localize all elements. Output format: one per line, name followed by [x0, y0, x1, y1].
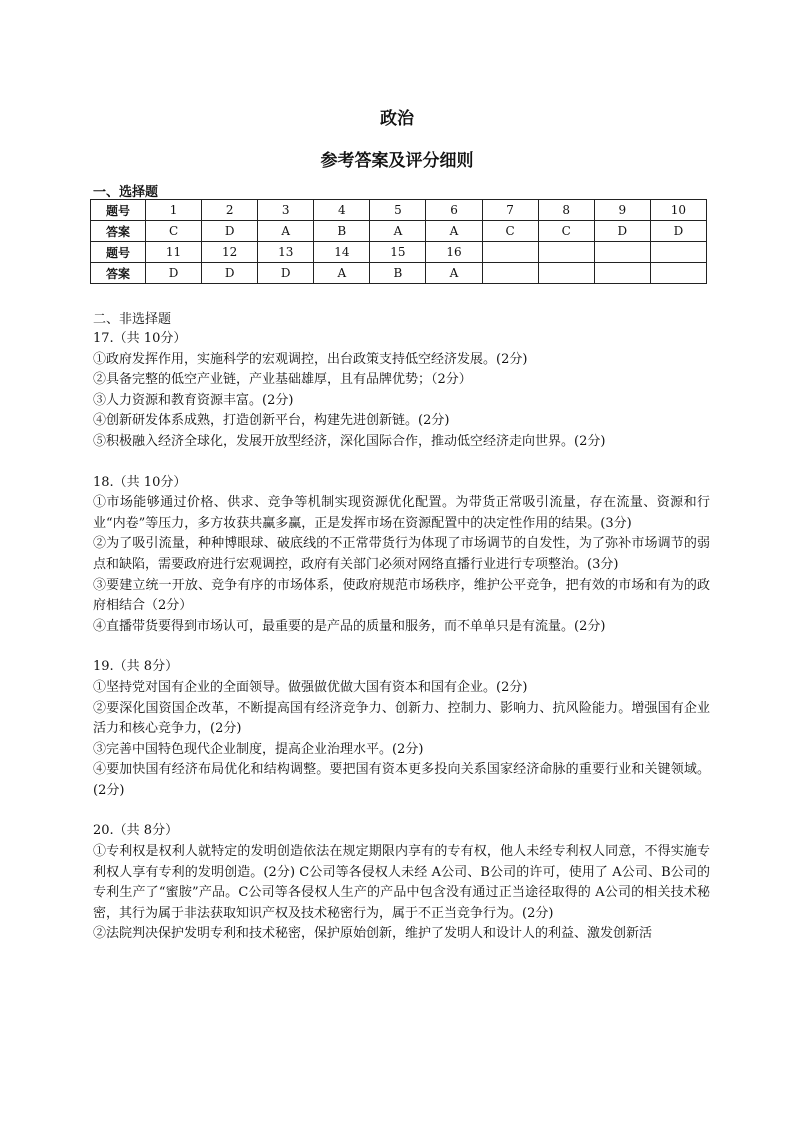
- table-cell: A: [426, 263, 482, 284]
- table-cell: D: [650, 221, 706, 242]
- answer-point: ①坚持党对国有企业的全面领导。做强做优做大国有资本和国有企业。(2分): [93, 679, 528, 695]
- table-cell: D: [594, 221, 650, 242]
- document-title: 参考答案及评分细则: [320, 151, 474, 171]
- answer-table: [90, 199, 707, 284]
- question-19: [93, 657, 710, 801]
- question-heading: 18.（共 10分）: [93, 474, 187, 490]
- row-label: 答案: [91, 221, 146, 242]
- table-cell: [594, 263, 650, 284]
- table-cell: 4: [314, 200, 370, 221]
- table-cell: D: [258, 263, 314, 284]
- table-row: [91, 263, 707, 284]
- answer-point: ②法院判决保护发明专利和技术秘密，保护原始创新，维护了发明人和设计人的利益、激发创新活: [93, 926, 653, 942]
- table-cell: 8: [538, 200, 594, 221]
- table-cell: 13: [258, 242, 314, 263]
- row-label: 答案: [91, 263, 146, 284]
- table-cell: 14: [314, 242, 370, 263]
- table-cell: A: [314, 263, 370, 284]
- row-label: 题号: [91, 242, 146, 263]
- table-cell: 3: [258, 200, 314, 221]
- table-cell: 11: [146, 242, 202, 263]
- answer-point: ②具备完整的低空产业链，产业基础雄厚，且有品牌优势；（2分）: [93, 372, 472, 388]
- table-cell: 2: [202, 200, 258, 221]
- question-heading: 17.（共 10分）: [93, 331, 187, 346]
- table-cell: A: [426, 221, 482, 242]
- table-cell: 12: [202, 242, 258, 263]
- answer-point: ①市场能够通过价格、供求、竞争等机制实现资源优化配置。为带货正常吸引流量，存在流量、资源和行业“内卷”等压力，多方妆获共赢多赢，正是发挥市场在资源配置中的决定性作用的结果。(3分): [93, 495, 710, 531]
- answer-point: ②要深化国资国企改革，不断提高国有经济竞争力、创新力、控制力、影响力、抗风险能力。增强国有企业活力和核心竞争力，(2分): [93, 700, 710, 737]
- answer-point: ③人力资源和教育资源丰富。(2分): [93, 392, 294, 408]
- table-cell: C: [146, 221, 202, 242]
- table-cell: [482, 263, 538, 284]
- subject-title: 政治: [380, 109, 414, 129]
- table-cell: [538, 242, 594, 263]
- table-cell: B: [314, 221, 370, 242]
- table-row: [91, 242, 707, 263]
- table-cell: [650, 242, 706, 263]
- table-cell: 7: [482, 200, 538, 221]
- table-cell: C: [482, 221, 538, 242]
- section-heading-nonchoice: 二、非选择题: [93, 312, 172, 327]
- table-cell: D: [202, 263, 258, 284]
- table-row: [91, 200, 707, 221]
- table-cell: 16: [426, 242, 482, 263]
- table-cell: D: [202, 221, 258, 242]
- answer-point: ③完善中国特色现代企业制度，提高企业治理水平。(2分): [93, 741, 424, 757]
- table-cell: 6: [426, 200, 482, 221]
- table-cell: 5: [370, 200, 426, 221]
- question-17: [93, 329, 710, 453]
- question-20: [93, 821, 710, 945]
- question-heading: 19.（共 8分）: [93, 659, 179, 675]
- table-cell: [482, 242, 538, 263]
- table-cell: 1: [146, 200, 202, 221]
- table-cell: [538, 263, 594, 284]
- answers-body: [93, 329, 710, 965]
- answer-point: ①专利权是权利人就特定的发明创造依法在规定期限内享有的专有权，他人未经专利权人同意，不得实施专利权人享有专利的发明创造。(2分) C公司等各侵权人未经 A公司、B公司的许可，使用了 A公司、B公司的专利生产了“蜜胺”产品。C公司等各侵权人生产的产品中包含没有通过正当途径取得的 A公司的相关技术秘密，其行为属于非法获取知识产权及技术秘密行为，属于不正当竞争行为。(2分): [93, 844, 710, 921]
- table-cell: A: [370, 221, 426, 242]
- table-cell: 9: [594, 200, 650, 221]
- section-heading-choice: 一、选择题: [93, 185, 159, 200]
- answer-point: ④直播带货要得到市场认可，最重要的是产品的质量和服务，而不单单只是有流量。(2分): [93, 618, 606, 634]
- answer-point: ④创新研发体系成熟，打造创新平台，构建先进创新链。(2分): [93, 413, 450, 429]
- table-cell: C: [538, 221, 594, 242]
- table-row: [91, 221, 707, 242]
- table-cell: 15: [370, 242, 426, 263]
- table-cell: D: [146, 263, 202, 284]
- row-label: 题号: [91, 200, 146, 221]
- answer-point: ②为了吸引流量，种种博眼球、破底线的不正常带货行为体现了市场调节的自发性，为了弥补市场调节的弱点和缺陷，需要政府进行宏观调控，政府有关部门必须对网络直播行业进行专项整治。(3分): [93, 536, 710, 572]
- table-cell: [594, 242, 650, 263]
- question-18: [93, 473, 710, 638]
- answer-point: ①政府发挥作用，实施科学的宏观调控，出台政策支持低空经济发展。(2分): [93, 351, 528, 367]
- table-cell: 10: [650, 200, 706, 221]
- table-cell: [650, 263, 706, 284]
- answer-point: ③要建立统一开放、竞争有序的市场体系，使政府规范市场秩序，维护公平竞争，把有效的市场和有为的政府相结合（2分）: [93, 577, 710, 614]
- table-cell: A: [258, 221, 314, 242]
- question-heading: 20.（共 8分）: [93, 823, 179, 839]
- answer-point: ④要加快国有经济布局优化和结构调整。要把国有资本更多投向关系国家经济命脉的重要行业和关键领域。(2分): [93, 762, 710, 798]
- answer-point: ⑤积极融入经济全球化，发展开放型经济，深化国际合作，推动低空经济走向世界。(2分): [93, 433, 606, 449]
- table-cell: B: [370, 263, 426, 284]
